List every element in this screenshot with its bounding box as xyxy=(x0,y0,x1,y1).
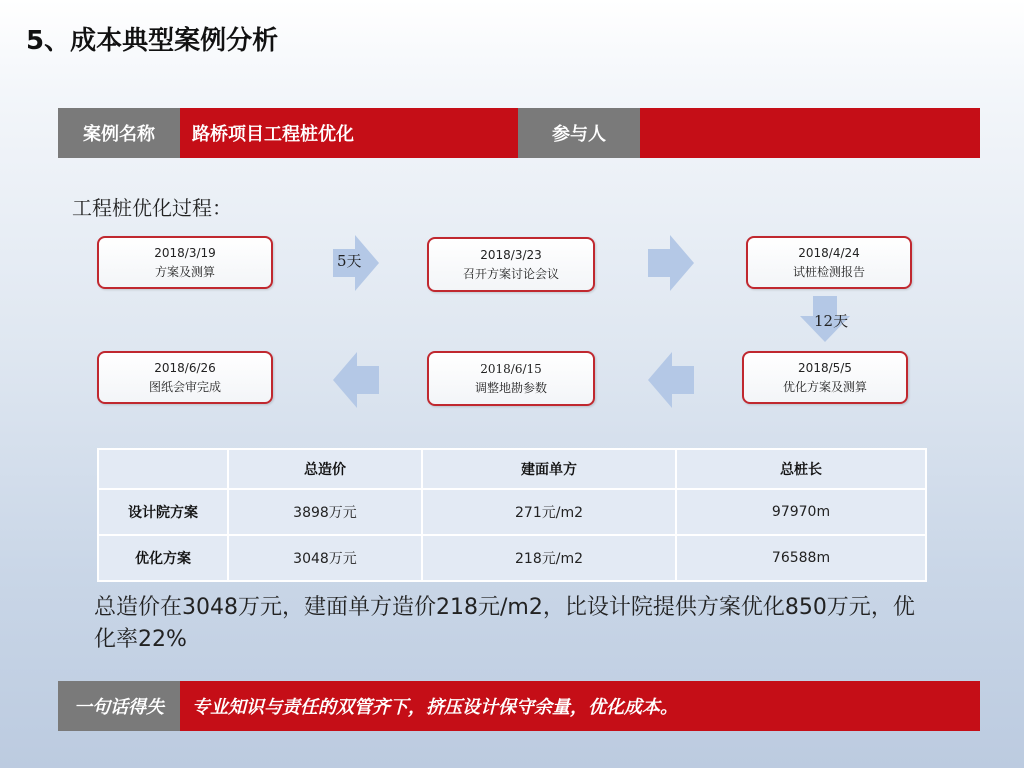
participant-label: 参与人 xyxy=(518,108,640,158)
step-text: 召开方案讨论会议 xyxy=(462,266,559,281)
arrow-right-icon xyxy=(648,235,694,291)
arrow-left-icon xyxy=(333,352,379,408)
step-date: 2018/6/15 xyxy=(480,361,542,376)
step-text: 调整地勘参数 xyxy=(474,380,547,395)
case-info-bar xyxy=(58,108,980,158)
table-row xyxy=(98,489,926,535)
footer-label: 一句话得失 xyxy=(58,681,180,731)
arrow-left-icon xyxy=(648,352,694,408)
table-header-cell: 总造价 xyxy=(228,449,422,489)
table-header-row xyxy=(98,449,926,489)
process-step-4 xyxy=(742,351,908,404)
process-step-2 xyxy=(427,237,595,292)
step-date: 2018/5/5 xyxy=(798,360,852,375)
process-step-1 xyxy=(97,236,273,289)
step-text: 方案及测算 xyxy=(154,264,215,279)
table-header-cell: 建面单方 xyxy=(422,449,676,489)
step-text: 优化方案及测算 xyxy=(782,379,867,394)
step-date: 2018/4/24 xyxy=(798,245,860,260)
table-row-header: 设计院方案 xyxy=(98,489,228,535)
process-title: 工程桩优化过程： xyxy=(72,196,232,220)
table-header-cell xyxy=(98,449,228,489)
process-step-3 xyxy=(746,236,912,289)
case-name-value: 路桥项目工程桩优化 xyxy=(180,108,518,158)
page-title: 5、成本典型案例分析 xyxy=(26,26,279,56)
table-cell: 97970m xyxy=(676,489,926,535)
cost-comparison-table xyxy=(97,448,927,582)
table-cell: 76588m xyxy=(676,535,926,581)
case-name-label: 案例名称 xyxy=(58,108,180,158)
table-cell: 271元/m2 xyxy=(422,489,676,535)
duration-note-12-days: 12天 xyxy=(814,312,849,330)
table-cell: 218元/m2 xyxy=(422,535,676,581)
duration-note-5-days: 5天 xyxy=(337,252,362,270)
participant-value xyxy=(640,108,980,158)
step-date: 2018/6/26 xyxy=(154,360,216,375)
summary-text: 总造价在3048万元，建面单方造价218元/m2，比设计院提供方案优化850万元，优化率22% xyxy=(94,595,915,652)
step-text: 图纸会审完成 xyxy=(148,379,221,394)
footer-text: 专业知识与责任的双管齐下，挤压设计保守余量，优化成本。 xyxy=(180,681,980,731)
table-cell: 3048万元 xyxy=(228,535,422,581)
table-row-header: 优化方案 xyxy=(98,535,228,581)
step-date: 2018/3/23 xyxy=(480,247,542,262)
table-cell: 3898万元 xyxy=(228,489,422,535)
step-text: 试桩检测报告 xyxy=(792,264,865,279)
footer-bar xyxy=(58,681,980,731)
process-step-5 xyxy=(427,351,595,406)
table-row xyxy=(98,535,926,581)
table-header-cell: 总桩长 xyxy=(676,449,926,489)
step-date: 2018/3/19 xyxy=(154,245,216,260)
process-step-6 xyxy=(97,351,273,404)
